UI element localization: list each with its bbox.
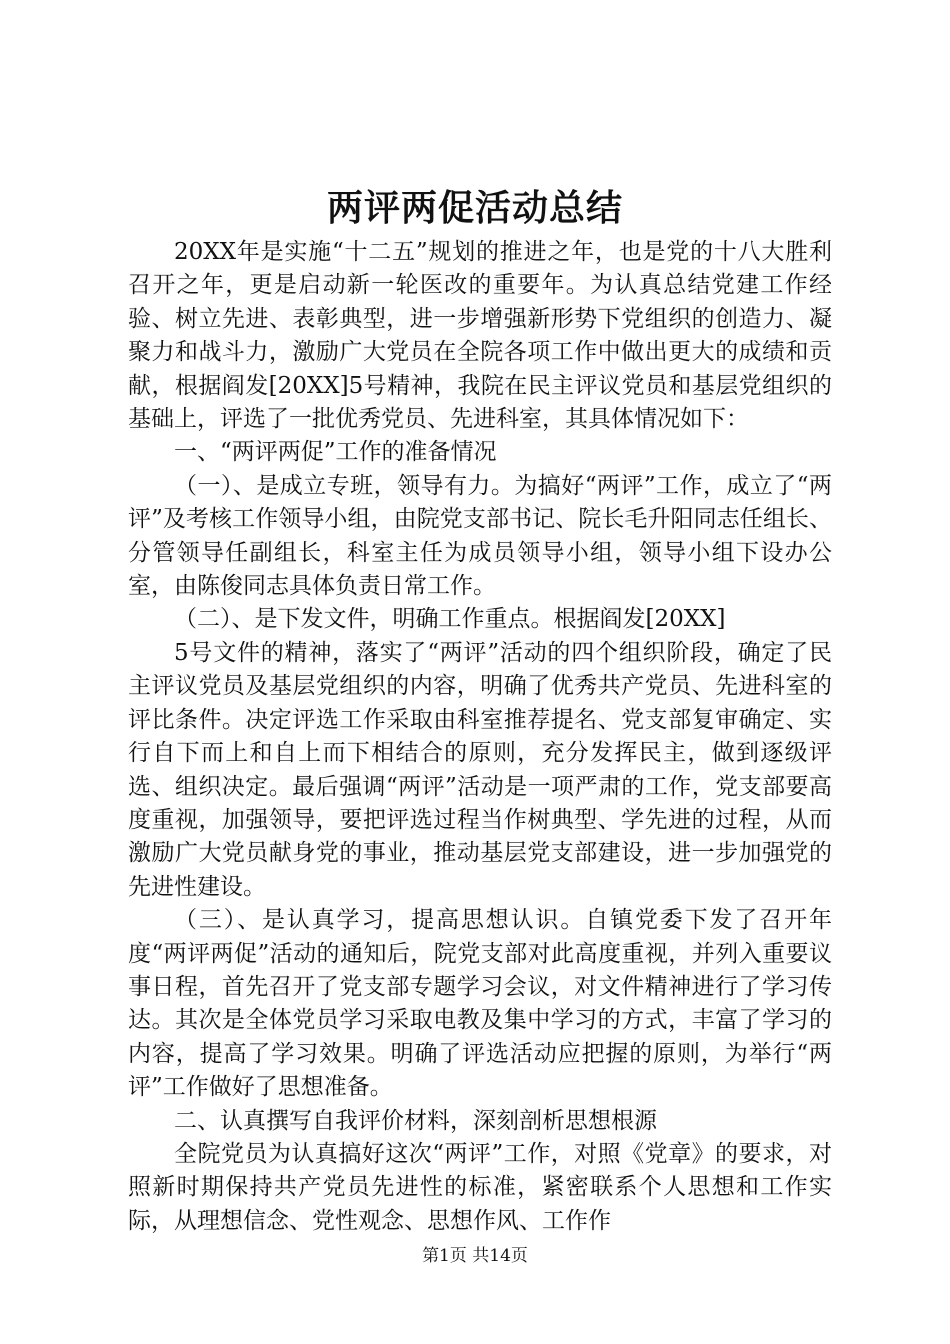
subsection-paragraph-3: （三）、是认真学习，提高思想认识。自镇党委下发了召开年度“两评两促”活动的通知后，院党支部对此高度重视，并列入重要议事日程，首先召开了党支部专题学习会议，对文件精神进行了学习传达。其次是全体党员学习采取电教及集中学习的方式，丰富了学习的内容，提高了学习效果。明确了评选活动应把握的原则，为举行“两评”工作做好了思想准备。: [128, 907, 832, 1101]
subsection-paragraph-2: （二）、是下发文件，明确工作重点。根据阎发[20XX]: [174, 606, 726, 633]
document-title: 两评两促活动总结: [326, 187, 623, 229]
intro-paragraph: 20XX年是实施“十二五”规划的推进之年，也是党的十八大胜利召开之年，更是启动新一轮医改的重要年。为认真总结党建工作经验、树立先进、表彰典型，进一步增强新形势下党组织的创造力、凝聚力和战斗力，激励广大党员在全院各项工作中做出更大的成绩和贡献，根据阎发[20XX]5号精神，我院在民主评议党员和基层党组织的基础上，评选了一批优秀党员、先进科室，其具体情况如下：: [128, 239, 832, 433]
section-heading-2: 二、认真撰写自我评价材料，深刻剖析思想根源: [174, 1107, 657, 1134]
page-footer: 第1页 共14页: [422, 1246, 528, 1266]
subsection-paragraph-2-continued: 5号文件的精神，落实了“两评”活动的四个组织阶段，确定了民主评议党员及基层党组织的内容，明确了优秀共产党员、先进科室的评比条件。决定评选工作采取由科室推荐提名、党支部复审确定、实行自下而上和自上而下相结合的原则，充分发挥民主，做到逐级评选、组织决定。最后强调“两评”活动是一项严肃的工作，党支部要高度重视，加强领导，要把评选过程当作树典型、学先进的过程，从而激励广大党员献身党的事业，推动基层党支部建设，进一步加强党的先进性建设。: [128, 639, 832, 900]
subsection-paragraph-1: （一）、是成立专班，领导有力。为搞好“两评”工作，成立了“两评”及考核工作领导小组，由院党支部书记、院长毛升阳同志任组长、分管领导任副组长，科室主任为成员领导小组，领导小组下设办公室，由陈俊同志具体负责日常工作。: [128, 472, 832, 600]
section-2-paragraph: 全院党员为认真搞好这次“两评”工作，对照《党章》的要求，对照新时期保持共产党员先进性的标准，紧密联系个人思想和工作实际，从理想信念、党性观念、思想作风、工作作: [128, 1140, 832, 1234]
document-body: [128, 236, 832, 1238]
section-heading-1: 一、“两评两促”工作的准备情况: [174, 439, 497, 466]
